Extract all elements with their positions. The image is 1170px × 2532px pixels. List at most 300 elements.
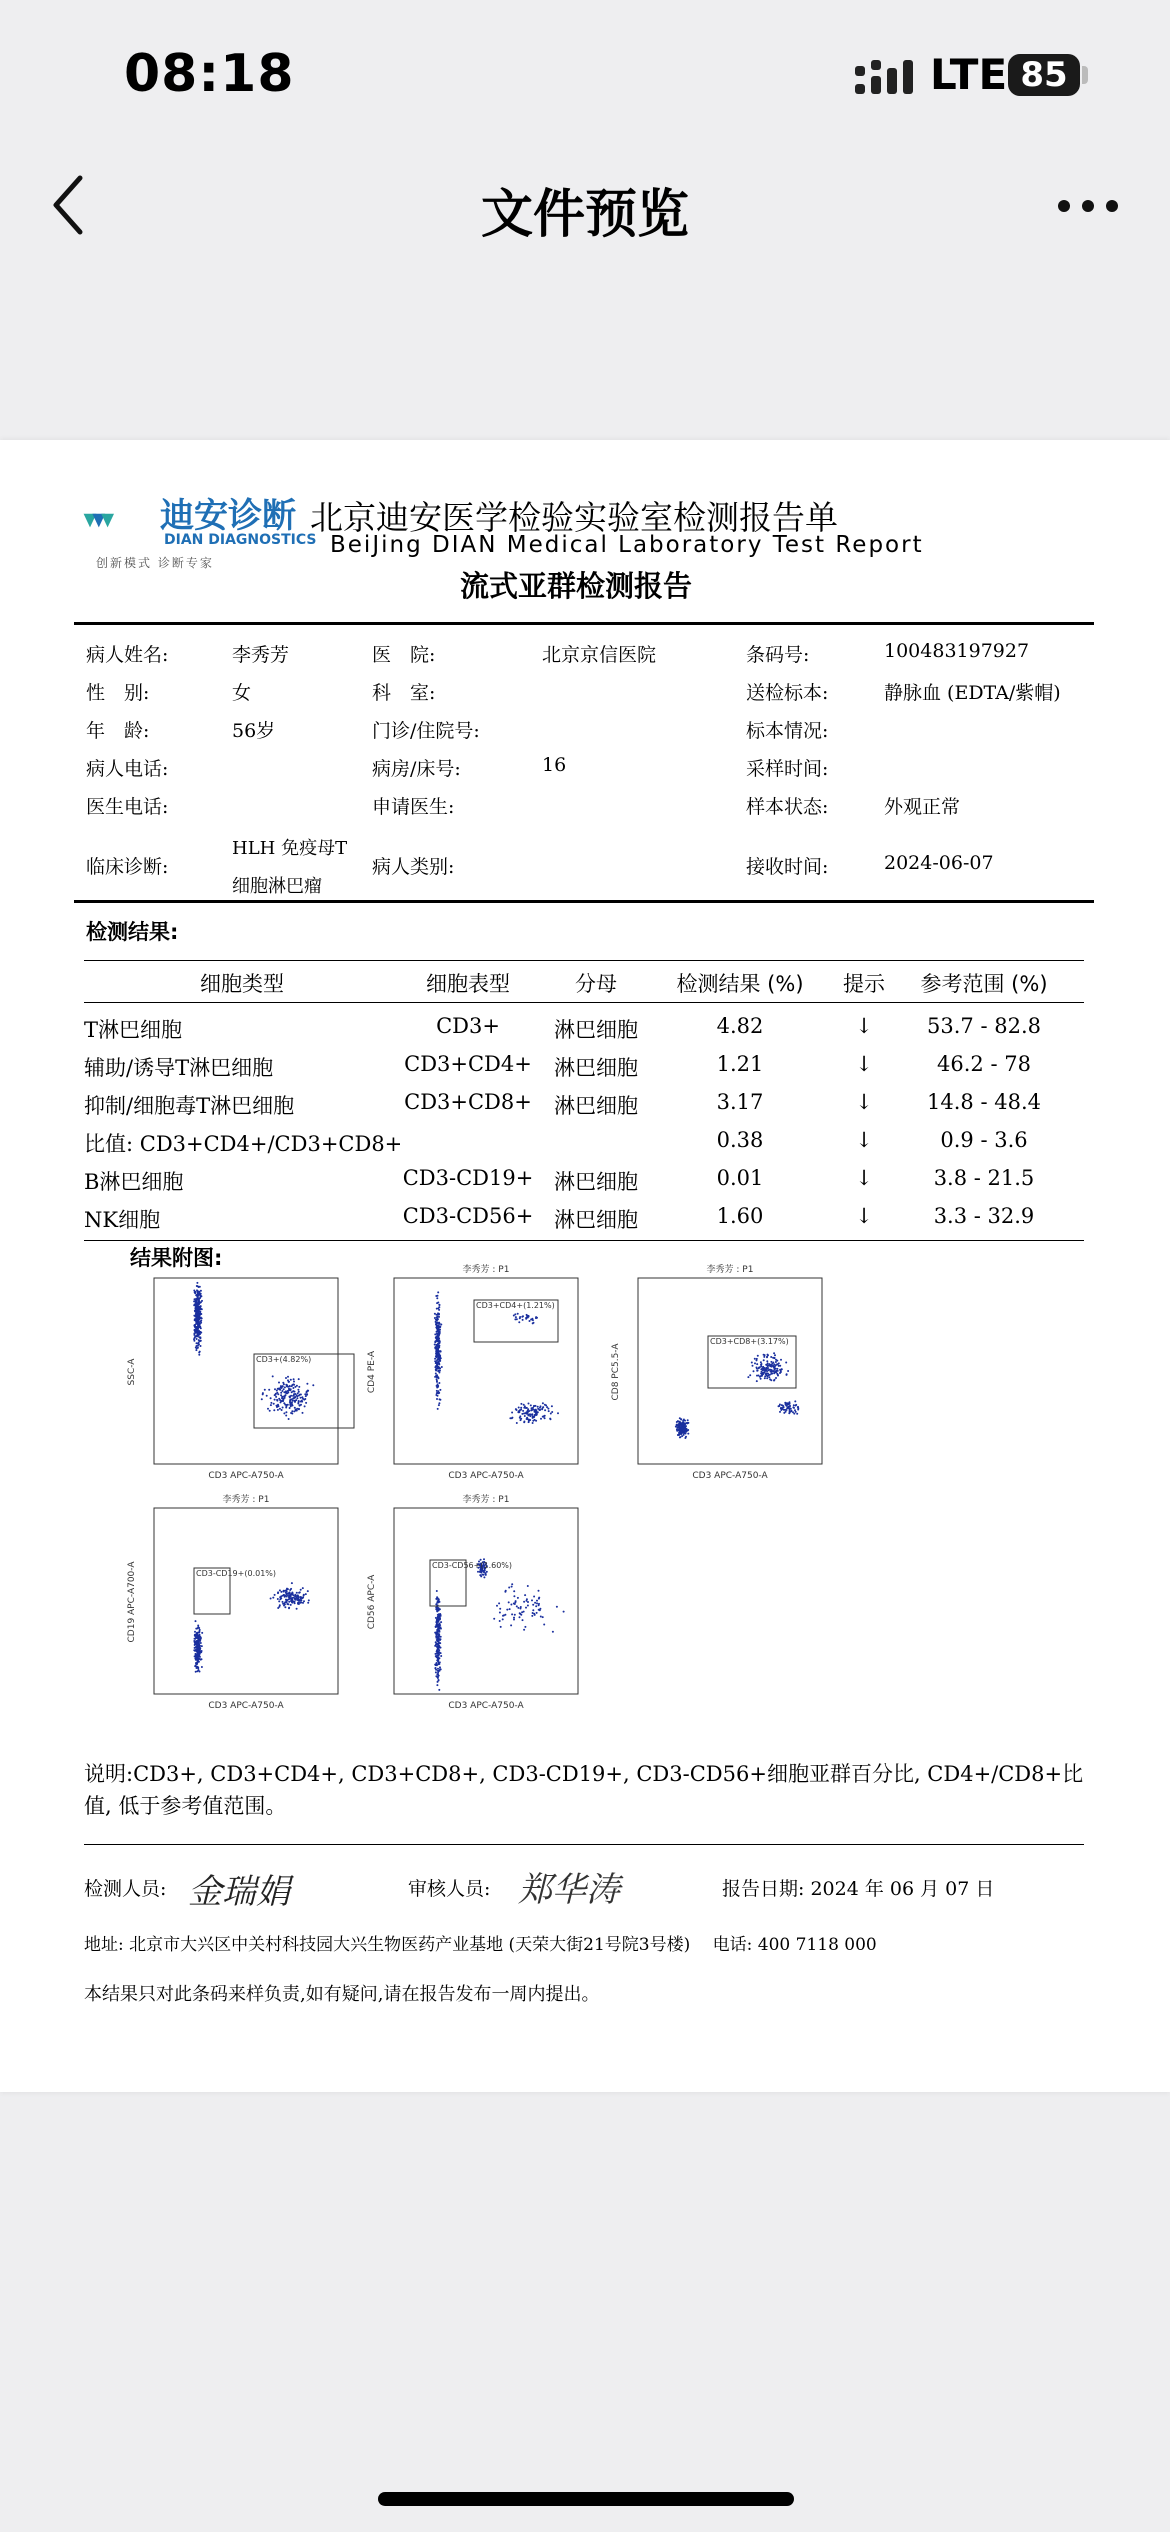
event-dot: [290, 1404, 292, 1406]
event-dot: [266, 1395, 268, 1397]
event-dot: [534, 1602, 536, 1604]
event-dot: [438, 1356, 440, 1358]
event-dot: [437, 1643, 439, 1645]
label-clinic: 门诊/住院号:: [372, 720, 480, 742]
label-state: 样本状态:: [746, 796, 829, 818]
event-dot: [762, 1373, 764, 1375]
event-dot: [500, 1626, 502, 1628]
event-dot: [199, 1297, 201, 1299]
logo-slogan: 创新模式 诊断专家: [96, 556, 214, 570]
event-dot: [766, 1377, 768, 1379]
event-dot: [277, 1607, 279, 1609]
event-dot: [797, 1406, 799, 1408]
event-dot: [285, 1377, 287, 1379]
bed: 16: [542, 754, 567, 776]
event-dot: [287, 1592, 289, 1594]
event-dot: [200, 1295, 202, 1297]
event-dot: [270, 1598, 272, 1600]
plot-ylabel: CD56 APC-A: [367, 1574, 377, 1630]
diagnosis-line-2: 细胞淋巴瘤: [232, 876, 322, 897]
cell-flag: ↓: [855, 1052, 873, 1076]
event-dot: [436, 1325, 438, 1327]
event-dot: [283, 1412, 285, 1414]
cell-phenotype: CD3+CD4+: [404, 1052, 532, 1076]
reviewer-label: 审核人员:: [408, 1878, 491, 1900]
event-dot: [435, 1671, 437, 1673]
event-dot: [516, 1422, 518, 1424]
event-dot: [439, 1670, 441, 1672]
divider: [74, 900, 1094, 903]
divider: [74, 622, 1094, 625]
event-dot: [517, 1607, 519, 1609]
event-dot: [436, 1656, 438, 1658]
event-dot: [279, 1389, 281, 1391]
event-dot: [767, 1373, 769, 1375]
event-dot: [681, 1430, 683, 1432]
event-dot: [779, 1404, 781, 1406]
event-dot: [196, 1282, 198, 1284]
event-dot: [770, 1356, 772, 1358]
event-dot: [793, 1407, 795, 1409]
event-dot: [796, 1413, 798, 1415]
event-dot: [436, 1610, 438, 1612]
event-dot: [539, 1407, 541, 1409]
event-dot: [531, 1615, 533, 1617]
event-dot: [676, 1421, 678, 1423]
event-dot: [194, 1638, 196, 1640]
event-dot: [775, 1377, 777, 1379]
event-dot: [540, 1616, 542, 1618]
event-dot: [194, 1310, 196, 1312]
event-dot: [261, 1398, 263, 1400]
event-dot: [756, 1370, 758, 1372]
event-dot: [198, 1299, 200, 1301]
event-dot: [282, 1386, 284, 1388]
event-dot: [483, 1558, 485, 1560]
event-dot: [436, 1376, 438, 1378]
event-dot: [277, 1388, 279, 1390]
col-flag: 提示: [843, 972, 885, 996]
event-dot: [197, 1655, 199, 1657]
event-dot: [515, 1316, 517, 1318]
event-dot: [548, 1410, 550, 1412]
label-sample: 送检标本:: [746, 682, 829, 704]
event-dot: [541, 1408, 543, 1410]
event-dot: [299, 1599, 301, 1601]
event-dot: [508, 1601, 510, 1603]
label-receive: 接收时间:: [746, 856, 829, 878]
event-dot: [682, 1422, 684, 1424]
event-dot: [437, 1390, 439, 1392]
event-dot: [270, 1397, 272, 1399]
event-dot: [276, 1405, 278, 1407]
event-dot: [276, 1390, 278, 1392]
event-dot: [684, 1425, 686, 1427]
event-dot: [306, 1394, 308, 1396]
event-dot: [510, 1604, 512, 1606]
status-time: 08:18: [124, 44, 295, 104]
event-dot: [681, 1435, 683, 1437]
diagnosis-line-1: HLH 免疫母T: [232, 838, 348, 859]
plot-title: 李秀芳 : P1: [462, 1495, 510, 1505]
event-dot: [293, 1410, 295, 1412]
plot-xlabel: CD3 APC-A750-A: [208, 1471, 284, 1481]
event-dot: [795, 1411, 797, 1413]
cell-value: 1.60: [716, 1204, 764, 1228]
event-dot: [308, 1599, 310, 1601]
event-dot: [268, 1389, 270, 1391]
event-dot: [528, 1403, 530, 1405]
event-dot: [502, 1618, 504, 1620]
event-dot: [514, 1313, 516, 1315]
cell-flag: ↓: [855, 1128, 873, 1152]
event-dot: [438, 1313, 440, 1315]
event-dot: [279, 1596, 281, 1598]
event-dot: [437, 1632, 439, 1634]
event-dot: [537, 1406, 539, 1408]
cell-type: 辅助/诱导T淋巴细胞: [84, 1056, 274, 1080]
event-dot: [292, 1387, 294, 1389]
event-dot: [197, 1331, 199, 1333]
report-title: 北京迪安医学检验实验室检测报告单: [310, 498, 838, 537]
event-dot: [535, 1409, 537, 1411]
event-dot: [439, 1613, 441, 1615]
event-dot: [551, 1405, 553, 1407]
event-dot: [287, 1594, 289, 1596]
event-dot: [297, 1392, 299, 1394]
event-dot: [199, 1286, 201, 1288]
event-dot: [288, 1601, 290, 1603]
event-dot: [793, 1404, 795, 1406]
event-dot: [200, 1327, 202, 1329]
cell-value: 3.17: [716, 1090, 764, 1114]
event-dot: [684, 1420, 686, 1422]
document-preview[interactable]: [0, 440, 1170, 2092]
gate-label: CD3+CD8+(3.17%): [710, 1337, 789, 1346]
cell-type: B淋巴细胞: [84, 1170, 184, 1194]
event-dot: [437, 1363, 439, 1365]
event-dot: [198, 1640, 200, 1642]
reviewer-signature: 郑华涛: [518, 1870, 620, 1910]
event-dot: [532, 1609, 534, 1611]
event-dot: [290, 1604, 292, 1606]
event-dot: [780, 1407, 782, 1409]
event-dot: [685, 1431, 687, 1433]
label-name: 病人姓名:: [86, 644, 169, 666]
event-dot: [291, 1592, 293, 1594]
event-dot: [197, 1347, 199, 1349]
event-dot: [523, 1407, 525, 1409]
event-dot: [539, 1608, 541, 1610]
event-dot: [270, 1402, 272, 1404]
event-dot: [526, 1413, 528, 1415]
cell-type: NK细胞: [84, 1208, 161, 1232]
event-dot: [498, 1602, 500, 1604]
event-dot: [544, 1409, 546, 1411]
event-dot: [757, 1355, 759, 1357]
event-dot: [195, 1321, 197, 1323]
event-dot: [193, 1334, 195, 1336]
event-dot: [436, 1649, 438, 1651]
event-dot: [769, 1364, 771, 1366]
event-dot: [278, 1600, 280, 1602]
dian-logo-icon: [82, 488, 162, 558]
event-dot: [763, 1356, 765, 1358]
age: 56岁: [232, 720, 276, 742]
gate-label: CD3+(4.82%): [256, 1355, 312, 1364]
event-dot: [438, 1679, 440, 1681]
event-dot: [312, 1384, 314, 1386]
event-dot: [523, 1611, 525, 1613]
event-dot: [499, 1620, 501, 1622]
event-dot: [532, 1604, 534, 1606]
event-dot: [285, 1392, 287, 1394]
plot-frame: [394, 1508, 578, 1694]
event-dot: [538, 1598, 540, 1600]
event-dot: [785, 1411, 787, 1413]
event-dot: [438, 1640, 440, 1642]
event-dot: [291, 1385, 293, 1387]
event-dot: [435, 1669, 437, 1671]
event-dot: [294, 1601, 296, 1603]
event-dot: [756, 1375, 758, 1377]
event-dot: [780, 1359, 782, 1361]
cell-range: 46.2 - 78: [937, 1052, 1031, 1076]
event-dot: [296, 1395, 298, 1397]
event-dot: [436, 1684, 438, 1686]
cell-phenotype: CD3+: [436, 1014, 500, 1038]
event-dot: [506, 1609, 508, 1611]
event-dot: [298, 1391, 300, 1393]
event-dot: [199, 1332, 201, 1334]
event-dot: [283, 1591, 285, 1593]
event-dot: [194, 1316, 196, 1318]
event-dot: [517, 1313, 519, 1315]
report-subtitle: 流式亚群检测报告: [460, 569, 693, 603]
event-dot: [785, 1362, 787, 1364]
event-dot: [537, 1408, 539, 1410]
event-dot: [294, 1602, 296, 1604]
event-dot: [519, 1316, 521, 1318]
event-dot: [794, 1409, 796, 1411]
event-dot: [779, 1365, 781, 1367]
event-dot: [287, 1376, 289, 1378]
event-dot: [439, 1601, 441, 1603]
event-dot: [513, 1619, 515, 1621]
event-dot: [534, 1419, 536, 1421]
tester-signature: 金瑞娟: [188, 1872, 290, 1912]
event-dot: [273, 1403, 275, 1405]
event-dot: [298, 1408, 300, 1410]
event-dot: [440, 1350, 442, 1352]
address: 地址: 北京市大兴区中关村科技园大兴生物医药产业基地 (天荣大街21号院3号楼) 电话: 400 7118 000: [84, 1935, 877, 1955]
state: 外观正常: [884, 796, 961, 818]
cellular-signal-icon: [855, 58, 913, 98]
event-dot: [436, 1385, 438, 1387]
flow-plot: [358, 1482, 588, 1711]
event-dot: [773, 1370, 775, 1372]
event-dot: [763, 1359, 765, 1361]
event-dot: [304, 1393, 306, 1395]
event-dot: [439, 1370, 441, 1372]
event-dot: [542, 1402, 544, 1404]
event-dot: [792, 1411, 794, 1413]
event-dot: [199, 1653, 201, 1655]
event-dot: [438, 1636, 440, 1638]
sample: 静脉血 (EDTA/紫帽): [884, 682, 1061, 704]
event-dot: [201, 1632, 203, 1634]
event-dot: [197, 1328, 199, 1330]
event-dot: [199, 1351, 201, 1353]
event-dot: [775, 1368, 777, 1370]
event-dot: [764, 1354, 766, 1356]
event-dot: [527, 1418, 529, 1420]
event-dot: [296, 1592, 298, 1594]
more-options-icon[interactable]: [1056, 196, 1120, 216]
patient-name: 李秀芳: [232, 644, 290, 666]
event-dot: [510, 1624, 512, 1626]
event-dot: [751, 1362, 753, 1364]
event-dot: [285, 1599, 287, 1601]
event-dot: [687, 1419, 689, 1421]
event-dot: [434, 1341, 436, 1343]
event-dot: [532, 1319, 534, 1321]
event-dot: [437, 1647, 439, 1649]
cell-denominator: 淋巴细胞: [554, 1094, 638, 1118]
event-dot: [282, 1603, 284, 1605]
event-dot: [194, 1631, 196, 1633]
event-dot: [437, 1408, 439, 1410]
col-phenotype: 细胞表型: [426, 972, 510, 996]
event-dot: [779, 1369, 781, 1371]
event-dot: [546, 1406, 548, 1408]
event-dot: [516, 1318, 518, 1320]
event-dot: [302, 1602, 304, 1604]
event-dot: [281, 1409, 283, 1411]
event-dot: [687, 1422, 689, 1424]
event-dot: [194, 1329, 196, 1331]
plot-xlabel: CD3 APC-A750-A: [692, 1471, 768, 1481]
event-dot: [201, 1666, 203, 1668]
event-dot: [438, 1332, 440, 1334]
event-dot: [435, 1667, 437, 1669]
event-dot: [277, 1393, 279, 1395]
cell-range: 14.8 - 48.4: [927, 1090, 1041, 1114]
event-dot: [508, 1587, 510, 1589]
event-dot: [277, 1598, 279, 1600]
cell-range: 0.9 - 3.6: [940, 1128, 1028, 1152]
event-dot: [542, 1616, 544, 1618]
event-dot: [436, 1331, 438, 1333]
event-dot: [288, 1381, 290, 1383]
event-dot: [437, 1652, 439, 1654]
event-dot: [196, 1649, 198, 1651]
event-dot: [298, 1386, 300, 1388]
event-dot: [552, 1631, 554, 1633]
event-dot: [753, 1370, 755, 1372]
event-dot: [434, 1344, 436, 1346]
event-dot: [438, 1382, 440, 1384]
event-dot: [438, 1623, 440, 1625]
event-dot: [196, 1342, 198, 1344]
event-dot: [531, 1599, 533, 1601]
event-dot: [194, 1305, 196, 1307]
event-dot: [194, 1647, 196, 1649]
event-dot: [785, 1404, 787, 1406]
event-dot: [435, 1337, 437, 1339]
event-dot: [523, 1421, 525, 1423]
event-dot: [434, 1645, 436, 1647]
event-dot: [437, 1291, 439, 1293]
table-top-rule: [84, 960, 1084, 961]
event-dot: [269, 1410, 271, 1412]
event-dot: [287, 1588, 289, 1590]
event-dot: [435, 1373, 437, 1375]
event-dot: [764, 1377, 766, 1379]
event-dot: [524, 1594, 526, 1596]
event-dot: [523, 1404, 525, 1406]
event-dot: [770, 1369, 772, 1371]
event-dot: [292, 1400, 294, 1402]
event-dot: [772, 1362, 774, 1364]
event-dot: [436, 1308, 438, 1310]
label-patient-type: 病人类别:: [372, 856, 455, 878]
event-dot: [436, 1346, 438, 1348]
event-dot: [766, 1364, 768, 1366]
event-dot: [200, 1320, 202, 1322]
event-dot: [293, 1394, 295, 1396]
event-dot: [686, 1428, 688, 1430]
event-dot: [514, 1601, 516, 1603]
event-dot: [438, 1316, 440, 1318]
event-dot: [439, 1618, 441, 1620]
event-dot: [295, 1599, 297, 1601]
event-dot: [523, 1629, 525, 1631]
event-dot: [197, 1646, 199, 1648]
event-dot: [677, 1425, 679, 1427]
event-dot: [543, 1416, 545, 1418]
col-denominator: 分母: [575, 972, 617, 996]
event-dot: [520, 1407, 522, 1409]
event-dot: [193, 1340, 195, 1342]
event-dot: [199, 1337, 201, 1339]
event-dot: [511, 1412, 513, 1414]
event-dot: [513, 1617, 515, 1619]
event-dot: [760, 1365, 762, 1367]
event-dot: [439, 1666, 441, 1668]
table-bottom-rule: [84, 1240, 1084, 1241]
event-dot: [434, 1664, 436, 1666]
event-dot: [522, 1315, 524, 1317]
event-dot: [535, 1605, 537, 1607]
home-indicator[interactable]: [378, 2492, 794, 2506]
divider: [84, 1844, 1084, 1845]
event-dot: [524, 1415, 526, 1417]
event-dot: [198, 1293, 200, 1295]
cell-denominator: 淋巴细胞: [554, 1018, 638, 1042]
event-dot: [270, 1404, 272, 1406]
event-dot: [511, 1583, 513, 1585]
event-dot: [436, 1339, 438, 1341]
event-dot: [294, 1407, 296, 1409]
event-dot: [434, 1333, 436, 1335]
report-title-en: BeiJing DIAN Medical Laboratory Test Report: [330, 532, 924, 558]
receive-time: 2024-06-07: [884, 852, 994, 874]
event-dot: [547, 1408, 549, 1410]
event-dot: [289, 1596, 291, 1598]
event-dot: [200, 1290, 202, 1292]
event-dot: [436, 1608, 438, 1610]
